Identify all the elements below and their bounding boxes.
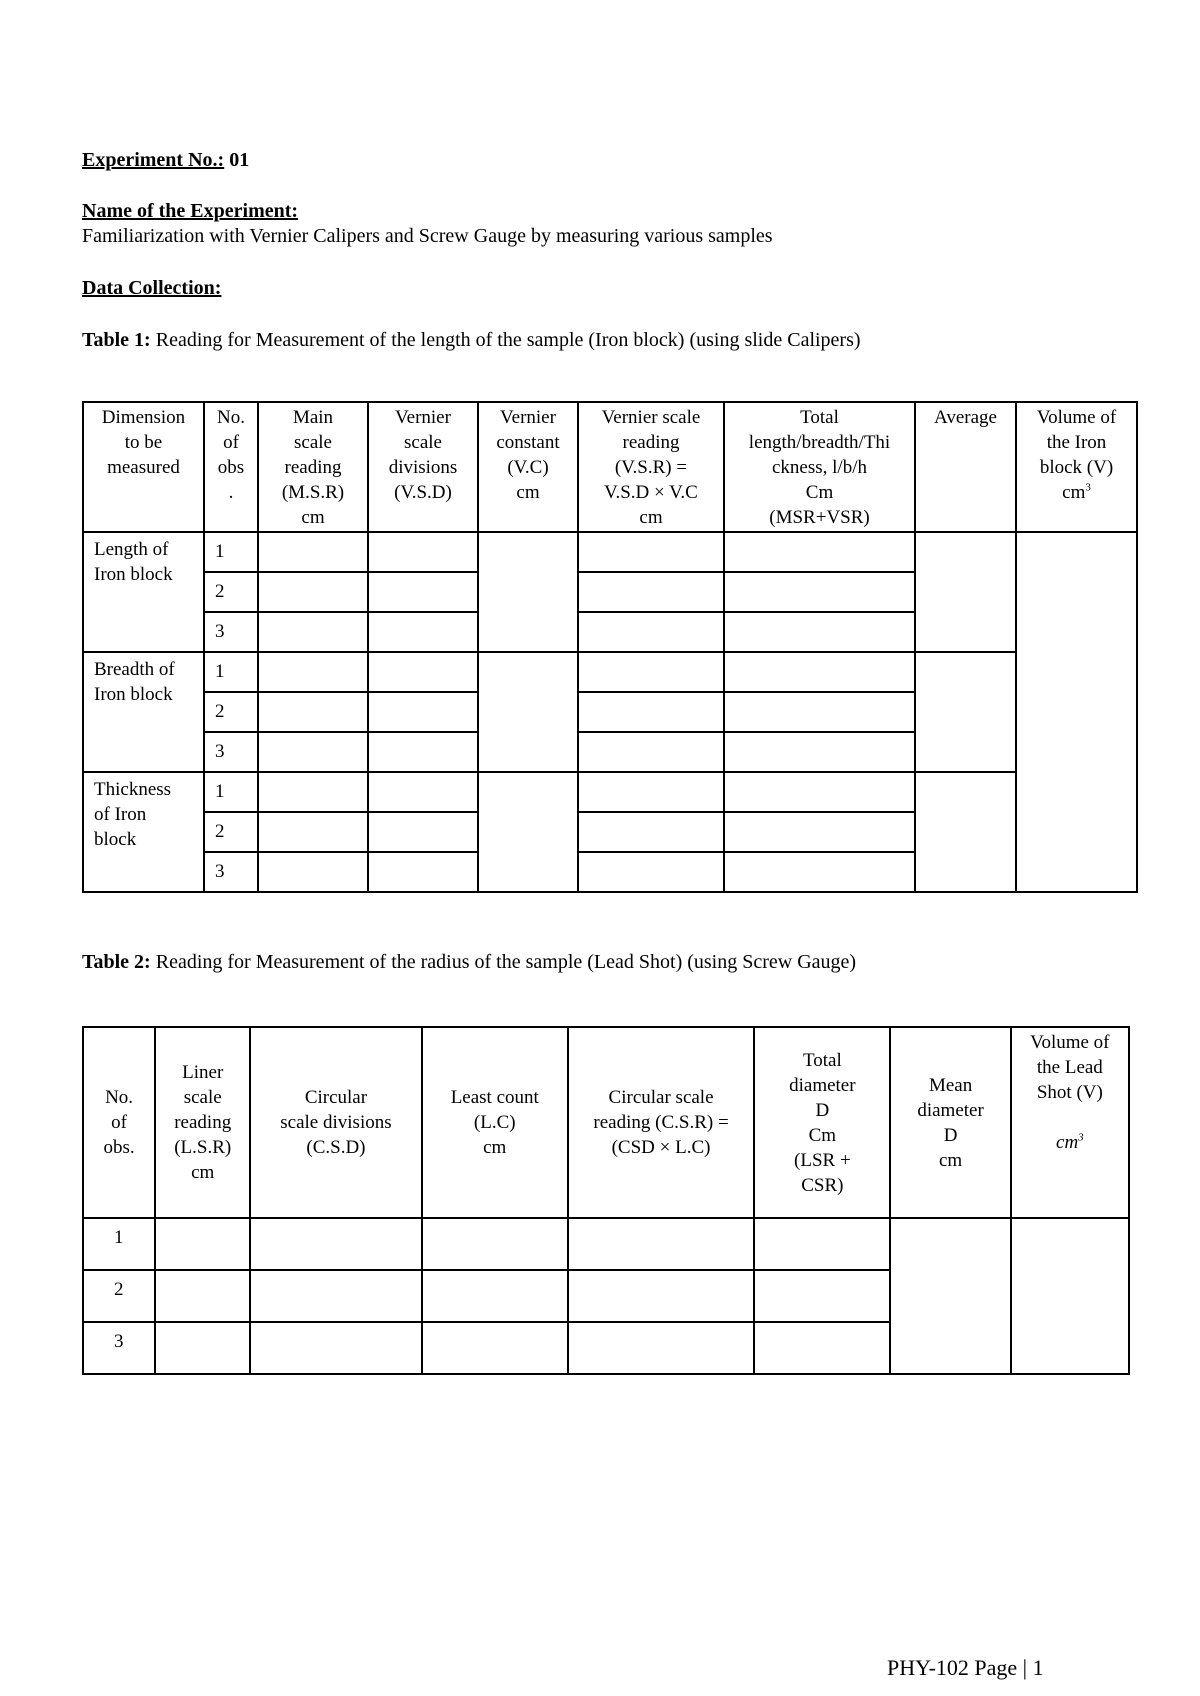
table1-cell-average[interactable] — [915, 532, 1016, 652]
table2-cell-lsr[interactable] — [155, 1270, 250, 1322]
table1-cell-msr[interactable] — [258, 612, 368, 652]
table1-cell-vsd[interactable] — [368, 572, 478, 612]
table1-cell-vsd[interactable] — [368, 612, 478, 652]
table2-cell-mean-diameter[interactable] — [890, 1218, 1010, 1374]
table1-obs-number: 2 — [204, 572, 258, 612]
table2-cell-lsr[interactable] — [155, 1322, 250, 1374]
table1-cell-msr[interactable] — [258, 692, 368, 732]
table1-caption-text: Reading for Measurement of the length of the sample (Iron block) (using slide Calipers) — [150, 329, 861, 351]
table1-cell-msr[interactable] — [258, 572, 368, 612]
table1-cell-vsr[interactable] — [578, 772, 724, 812]
table1-caption-label: Table 1: — [82, 329, 151, 351]
table1-cell-vsr[interactable] — [578, 732, 724, 772]
table2-obs-number: 2 — [83, 1270, 155, 1322]
table1-cell-total[interactable] — [724, 652, 915, 692]
table1-header-total: Total length/breadth/Thi ckness, l/b/h Cm (MSR+VSR) — [724, 402, 915, 532]
table2-cell-lsr[interactable] — [155, 1218, 250, 1270]
table1-cell-msr[interactable] — [258, 652, 368, 692]
experiment-name-label: Name of the Experiment: — [82, 200, 299, 222]
table1-cell-vsr[interactable] — [578, 652, 724, 692]
table2-cell-lc[interactable] — [422, 1218, 568, 1270]
table1-cell-vsd[interactable] — [368, 772, 478, 812]
table1-header-msr: Main scale reading (M.S.R) cm — [258, 402, 368, 532]
table2-cell-lc[interactable] — [422, 1322, 568, 1374]
table2-cell-csr[interactable] — [568, 1270, 754, 1322]
table2-volume-superscript: 3 — [1078, 1131, 1084, 1144]
table2-volume-unit: cm — [1056, 1132, 1079, 1153]
table1-obs-number: 3 — [204, 732, 258, 772]
table1-cell-vsd[interactable] — [368, 812, 478, 852]
table2-header-lc: Least count (L.C) cm — [422, 1027, 568, 1218]
table1-cell-msr[interactable] — [258, 772, 368, 812]
table1 — [82, 401, 1138, 893]
table1-cell-total[interactable] — [724, 572, 915, 612]
table-row — [83, 1218, 1129, 1270]
experiment-number-label: Experiment No.: — [82, 149, 225, 171]
table1-obs-number: 2 — [204, 812, 258, 852]
table2-cell-lc[interactable] — [422, 1270, 568, 1322]
table1-header-average: Average — [915, 402, 1016, 532]
table1-obs-number: 1 — [204, 772, 258, 812]
experiment-name-value: Familiarization with Vernier Calipers and Screw Gauge by measuring various samples — [82, 225, 773, 247]
table1-cell-vsd[interactable] — [368, 852, 478, 892]
table1-cell-total[interactable] — [724, 612, 915, 652]
table2-cell-csr[interactable] — [568, 1322, 754, 1374]
table-row — [83, 772, 1137, 812]
table2-cell-csd[interactable] — [250, 1322, 421, 1374]
table2-header-csr: Circular scale reading (C.S.R) = (CSD × L.C) — [568, 1027, 754, 1218]
table1-cell-vsd[interactable] — [368, 532, 478, 572]
table1-cell-vc[interactable] — [478, 532, 578, 652]
table1-cell-vsr[interactable] — [578, 692, 724, 732]
table2-header-csd: Circular scale divisions (C.S.D) — [250, 1027, 421, 1218]
table1-cell-total[interactable] — [724, 532, 915, 572]
table2-cell-total-diameter[interactable] — [754, 1322, 890, 1374]
table1-cell-volume[interactable] — [1016, 532, 1137, 892]
table1-cell-msr[interactable] — [258, 852, 368, 892]
table1-header-vc: Vernier constant (V.C) cm — [478, 402, 578, 532]
data-collection-heading: Data Collection: — [82, 277, 222, 299]
table1-cell-msr[interactable] — [258, 532, 368, 572]
table1-dimension-thickness: Thickness of Iron block — [83, 772, 204, 892]
table1-header-volume — [1016, 402, 1137, 532]
table1-cell-average[interactable] — [915, 652, 1016, 772]
table2-caption — [82, 950, 856, 974]
table1-volume-superscript: 3 — [1085, 481, 1091, 494]
table1-cell-total[interactable] — [724, 772, 915, 812]
table1-cell-vsd[interactable] — [368, 692, 478, 732]
table2-obs-number: 3 — [83, 1322, 155, 1374]
table1-cell-vc[interactable] — [478, 772, 578, 892]
table2-caption-text: Reading for Measurement of the radius of the sample (Lead Shot) (using Screw Gauge) — [150, 951, 857, 973]
table2-cell-csd[interactable] — [250, 1218, 421, 1270]
table2-cell-total-diameter[interactable] — [754, 1218, 890, 1270]
table1-cell-average[interactable] — [915, 772, 1016, 892]
table1-header-dimension: Dimension to be measured — [83, 402, 204, 532]
table1-header-row — [83, 402, 1137, 532]
table1-cell-vsr[interactable] — [578, 572, 724, 612]
table1-header-vsd: Vernier scale divisions (V.S.D) — [368, 402, 478, 532]
table1-cell-vsd[interactable] — [368, 732, 478, 772]
table2-header-mean-diameter: Mean diameter D cm — [890, 1027, 1010, 1218]
table1-cell-total[interactable] — [724, 812, 915, 852]
table1-dimension-breadth: Breadth of Iron block — [83, 652, 204, 772]
table1-cell-vsd[interactable] — [368, 652, 478, 692]
table1-cell-msr[interactable] — [258, 732, 368, 772]
table1-cell-msr[interactable] — [258, 812, 368, 852]
table1-cell-total[interactable] — [724, 852, 915, 892]
table1-dimension-length: Length of Iron block — [83, 532, 204, 652]
table2-obs-number: 1 — [83, 1218, 155, 1270]
table1-obs-number: 1 — [204, 652, 258, 692]
table1-obs-number: 3 — [204, 612, 258, 652]
page-footer: PHY-102 Page | 1 — [887, 1655, 1044, 1680]
table2-cell-total-diameter[interactable] — [754, 1270, 890, 1322]
table1-obs-number: 2 — [204, 692, 258, 732]
table1-cell-total[interactable] — [724, 732, 915, 772]
table1-cell-vsr[interactable] — [578, 852, 724, 892]
table1-cell-vc[interactable] — [478, 652, 578, 772]
table2-header-total-diameter: Total diameter D Cm (LSR + CSR) — [754, 1027, 890, 1218]
table2-header-volume-text: Volume of the Lead Shot (V) — [1030, 1032, 1110, 1103]
table1-caption — [82, 328, 861, 352]
table2-header-lsr: Liner scale reading (L.S.R) cm — [155, 1027, 250, 1218]
table1-obs-number: 1 — [204, 532, 258, 572]
experiment-number — [82, 148, 249, 172]
table1-header-obs: No. of obs . — [204, 402, 258, 532]
table2-caption-label: Table 2: — [82, 951, 151, 973]
table1-header-volume-text: Volume of the Iron block (V) cm — [1036, 407, 1117, 503]
table2-cell-csd[interactable] — [250, 1270, 421, 1322]
table1-cell-vsr[interactable] — [578, 812, 724, 852]
table1-header-vsr: Vernier scale reading (V.S.R) = V.S.D × V.C cm — [578, 402, 724, 532]
table2-header-obs: No. of obs. — [83, 1027, 155, 1218]
experiment-number-value: 01 — [224, 149, 250, 171]
table2-header-row — [83, 1027, 1129, 1218]
table2-cell-csr[interactable] — [568, 1218, 754, 1270]
table2-cell-volume[interactable] — [1011, 1218, 1129, 1374]
table2-header-volume — [1011, 1027, 1129, 1218]
table-row — [83, 652, 1137, 692]
table1-cell-total[interactable] — [724, 692, 915, 732]
table2 — [82, 1026, 1130, 1375]
table1-cell-vsr[interactable] — [578, 612, 724, 652]
table-row — [83, 532, 1137, 572]
table1-cell-vsr[interactable] — [578, 532, 724, 572]
table1-obs-number: 3 — [204, 852, 258, 892]
